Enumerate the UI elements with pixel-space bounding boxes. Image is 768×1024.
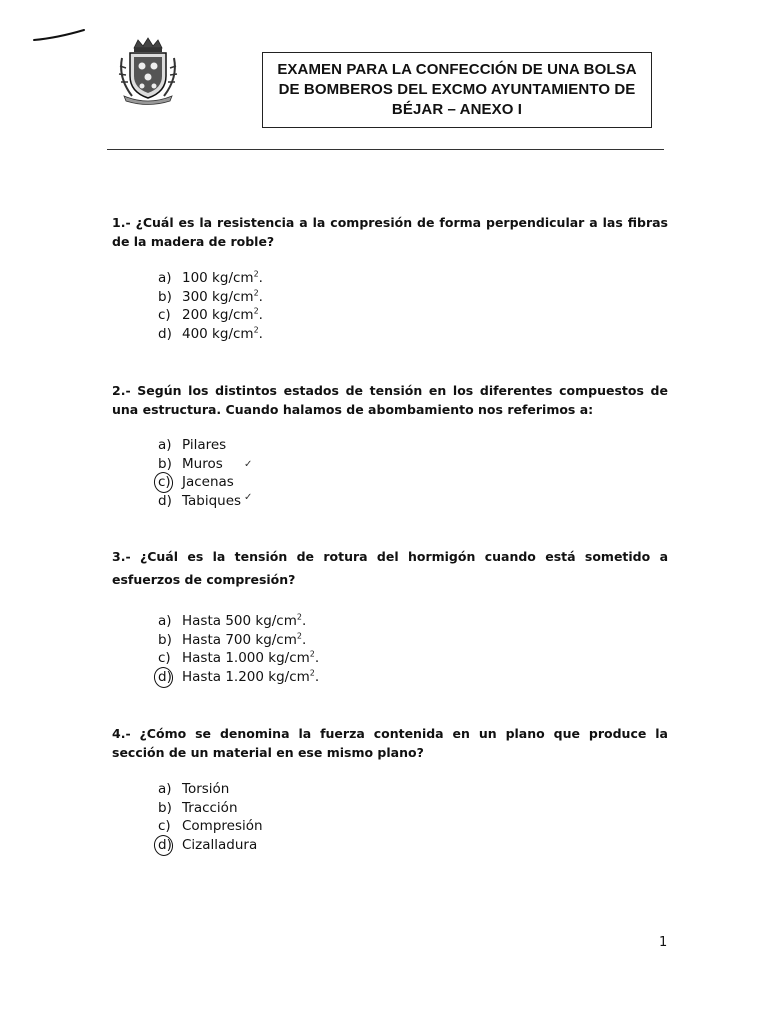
answer-option-a: a) Torsión	[158, 781, 230, 797]
answer-option-c: c) Hasta 1.000 $kg/cm^2$.	[158, 649, 320, 666]
answer-option-b: b) Hasta 700 $kg/cm^2$.	[158, 631, 307, 648]
question-2	[112, 381, 668, 509]
exam-title	[277, 60, 636, 120]
answer-option-b: b) Tracción	[158, 799, 238, 816]
municipal-crest-icon	[110, 36, 186, 106]
header-divider	[107, 149, 664, 150]
pen-stroke-mark	[32, 26, 92, 46]
question-3	[112, 545, 668, 685]
exam-title-box	[262, 52, 652, 128]
handwritten-tick-icon: ✓	[244, 491, 253, 503]
question-text: 1.- ¿Cuál es la resistencia a la compresión de forma perpendicular a las fibras de la madera de roble?	[112, 215, 668, 249]
handwritten-tick-icon: ✓	[244, 458, 253, 470]
answer-options	[158, 612, 319, 686]
answer-option-a: a) Hasta 500 $kg/cm^2$.	[158, 612, 307, 629]
answer-option-d: d) Cizalladura	[158, 836, 263, 855]
answer-option-c: c) 200 $kg/cm^2$.	[158, 306, 263, 323]
question-4	[112, 724, 668, 853]
answer-option-d: d) 400 $kg/cm^2$.	[158, 325, 263, 342]
answer-options	[158, 780, 263, 854]
answer-option-d: d) Hasta 1.200 $kg/cm^2$.	[158, 668, 319, 687]
title-line-3: BÉJAR – ANEXO I	[391, 101, 523, 118]
answer-option-b: b) Muros ✓	[158, 455, 241, 474]
title-line-1: EXAMEN PARA LA CONFECCIÓN DE UNA BOLSA	[277, 61, 637, 78]
question-1	[112, 213, 668, 342]
title-line-2: DE BOMBEROS DEL EXCMO AYUNTAMIENTO DE	[278, 81, 636, 98]
answer-option-a: a) Pilares	[158, 437, 227, 453]
answer-option-b: b) 300 $kg/cm^2$.	[158, 288, 263, 305]
answer-option-c: c) Compresión	[158, 818, 263, 834]
answer-options	[158, 436, 253, 510]
page-number: 1	[659, 935, 668, 950]
answer-option-c: c) Jacenas	[158, 473, 241, 492]
answer-options	[158, 269, 263, 343]
question-text: 4.- ¿Cómo se denomina la fuerza contenida en un plano que produce la sección de un material en ese mismo plano?	[112, 726, 668, 760]
question-text: 3.- ¿Cuál es la tensión de rotura del hormigón cuando está sometido a esfuerzos de compresión?	[112, 549, 668, 587]
answer-option-d: d) Tabiques ✓	[158, 492, 241, 511]
question-text: 2.- Según los distintos estados de tensión en los diferentes compuestos de una estructura. Cuando halamos de abombamiento nos referimos a:	[112, 383, 668, 417]
answer-option-a: a) 100 $kg/cm^2$.	[158, 269, 263, 286]
